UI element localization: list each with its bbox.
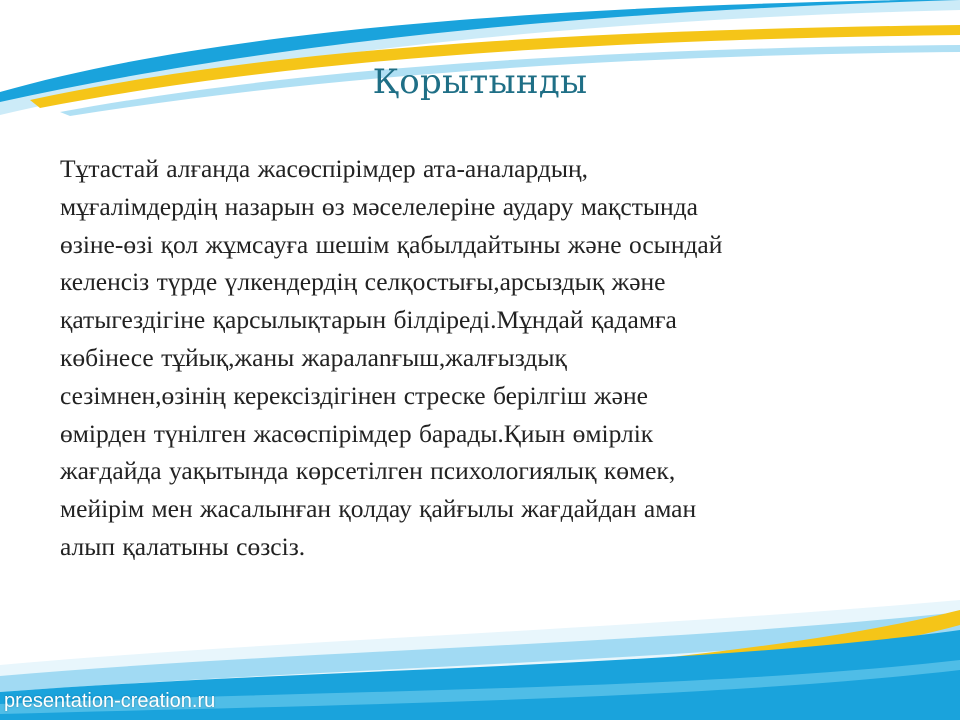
slide-title: Қорытынды: [372, 62, 588, 102]
watermark-text: presentation-creation.ru: [4, 690, 216, 712]
slide-body-text: Тұтастай алғанда жасөспірімдер ата-аналардың, мұғалімдердің назарын өз мәселелеріне аудару мақстында өзіне-өзі қол жұмсауға шешім қабылдайтыны және осындай келенсіз түрде үлкендердің селқостығы,арсыздық және қатыгездігіне қарсылықтарын білдіреді.Мұндай қадамға көбінесе тұйық,жаны жаралanғыш,жалғыздық сезімнен,өзінің керексіздігінен стреске берілгіш және өмірден түнілген жасөспірімдер барады.Қиын өмірлік жағдайда уақытында көрсетілген психологиялық көмек, мейірім мен жасалынған қолдау қайғылы жағдайдан аман алып қалатыны сөзсіз.: [60, 154, 723, 561]
